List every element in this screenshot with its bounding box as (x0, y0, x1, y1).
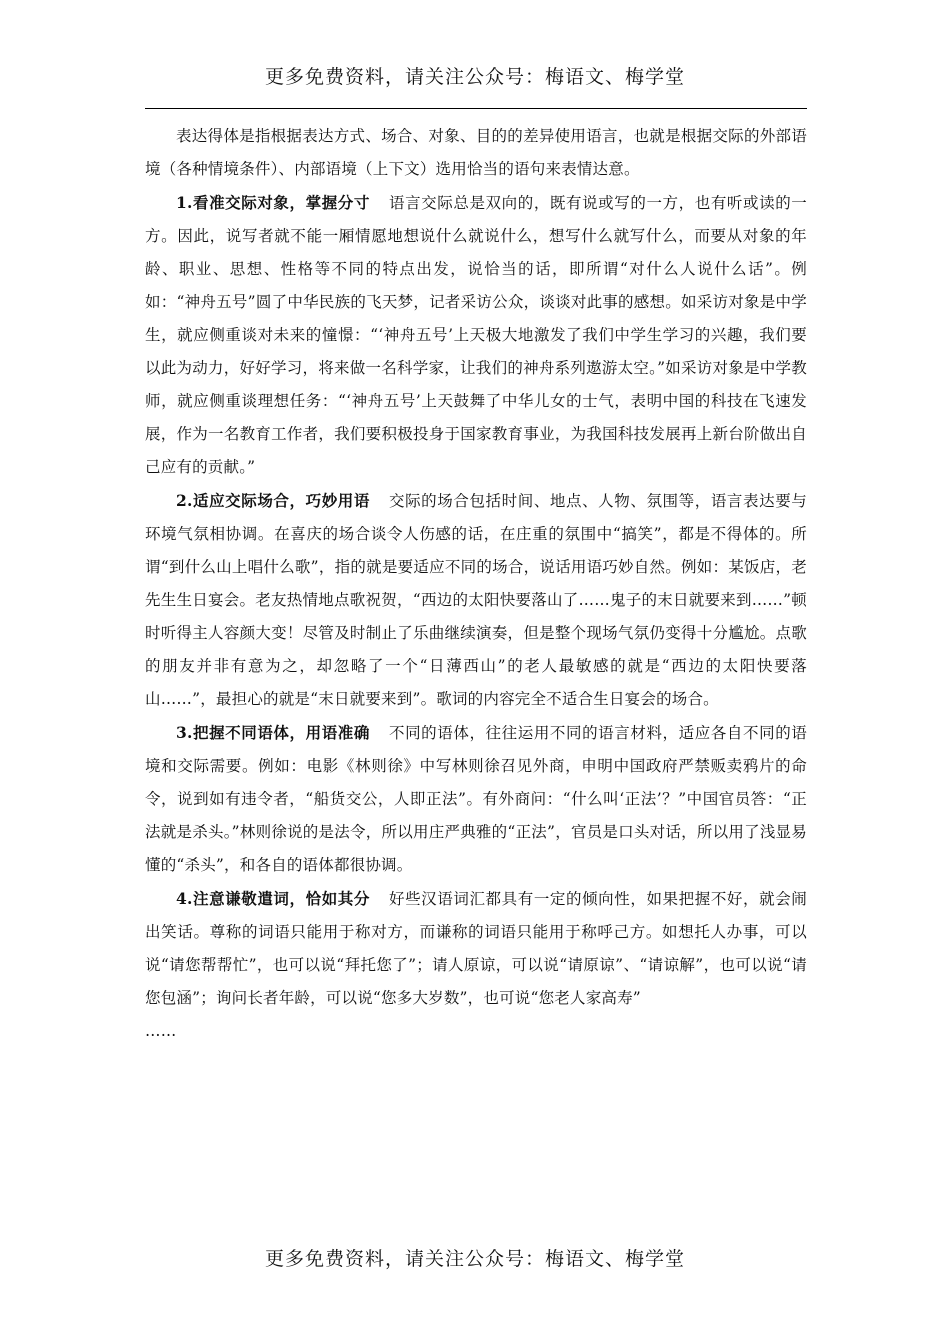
intro-paragraph: 表达得体是指根据表达方式、场合、对象、目的的差异使用语言，也就是根据交际的外部语境（各种情境条件）、内部语境（上下文）选用恰当的语句来表情达意。 (145, 127, 807, 178)
header-divider (145, 108, 807, 109)
trailing-ellipsis: …… (145, 1022, 177, 1040)
section-text: 好些汉语词汇都具有一定的倾向性，如果把握不好，就会闹出笑话。尊称的词语只能用于称对方，而谦称的词语只能用于称呼己方。如想托人办事，可以说“请您帮帮忙”，也可以说“拜托您了”；请人原谅，可以说“请原谅”、“请谅解”，也可以说“请您包涵”；询问长者年龄，可以说“您多大岁数”，也可说“您老人家高寿” (145, 890, 807, 1007)
section-paragraph-3 (145, 716, 807, 882)
section-text: 语言交际总是双向的，既有说或写的一方，也有听或读的一方。因此，说写者就不能一厢情愿地想说什么就说什么，想写什么就写什么，而要从对象的年龄、职业、思想、性格等不同的特点出发，说恰当的话，即所谓“对什么人说什么话”。例如：“神舟五号”圆了中华民族的飞天梦，记者采访公众，谈谈对此事的感想。如采访对象是中学生，就应侧重谈对未来的憧憬：“‘神舟五号’上天极大地激发了我们中学生学习的兴趣，我们要以此为动力，好好学习，将来做一名科学家，让我们的神舟系列遨游太空。”如采访对象是中学教师，就应侧重谈理想任务：“‘神舟五号’上天鼓舞了中华儿女的士气，表明中国的科技在飞速发展，作为一名教育工作者，我们要积极投身于国家教育事业，为我国科技发展再上新台阶做出自己应有的贡献。” (145, 194, 807, 476)
section-paragraph-1 (145, 186, 807, 484)
section-paragraph-4 (145, 882, 807, 1015)
section-heading: 2.适应交际场合，巧妙用语 (176, 491, 370, 510)
section-heading: 3.把握不同语体，用语准确 (176, 723, 370, 742)
section-heading: 4.注意谦敬遣词，恰如其分 (176, 889, 370, 908)
section-heading: 1.看准交际对象，掌握分寸 (176, 193, 370, 212)
section-text: 交际的场合包括时间、地点、人物、氛围等，语言表达要与环境气氛相协调。在喜庆的场合谈令人伤感的话，在庄重的氛围中“搞笑”，都是不得体的。所谓“到什么山上唱什么歌”，指的就是要适应不同的场合，说话用语巧妙自然。例如：某饭店，老先生生日宴会。老友热情地点歌祝贺，“西边的太阳快要落山了……鬼子的末日就要来到……”顿时听得主人容颜大变！尽管及时制止了乐曲继续演奏，但是整个现场气氛仍变得十分尴尬。点歌的朋友并非有意为之，却忽略了一个“日薄西山”的老人最敏感的就是“西边的太阳快要落山……”，最担心的就是“末日就要来到”。歌词的内容完全不适合生日宴会的场合。 (145, 492, 807, 708)
section-text: 不同的语体，往往运用不同的语言材料，适应各自不同的语境和交际需要。例如：电影《林则徐》中写林则徐召见外商，申明中国政府严禁贩卖鸦片的命令，说到如有违令者，“船货交公，人即正法”。有外商问：“什么叫‘正法’？”中国官员答：“正法就是杀头。”林则徐说的是法令，所以用庄严典雅的“正法”，官员是口头对话，所以用了浅显易懂的“杀头”，和各自的语体都很协调。 (145, 724, 807, 874)
section-paragraph-2 (145, 484, 807, 716)
article-body (145, 120, 807, 1048)
page-header: 更多免费资料，请关注公众号：梅语文、梅学堂 (264, 66, 685, 88)
page-footer: 更多免费资料，请关注公众号：梅语文、梅学堂 (264, 1248, 685, 1270)
